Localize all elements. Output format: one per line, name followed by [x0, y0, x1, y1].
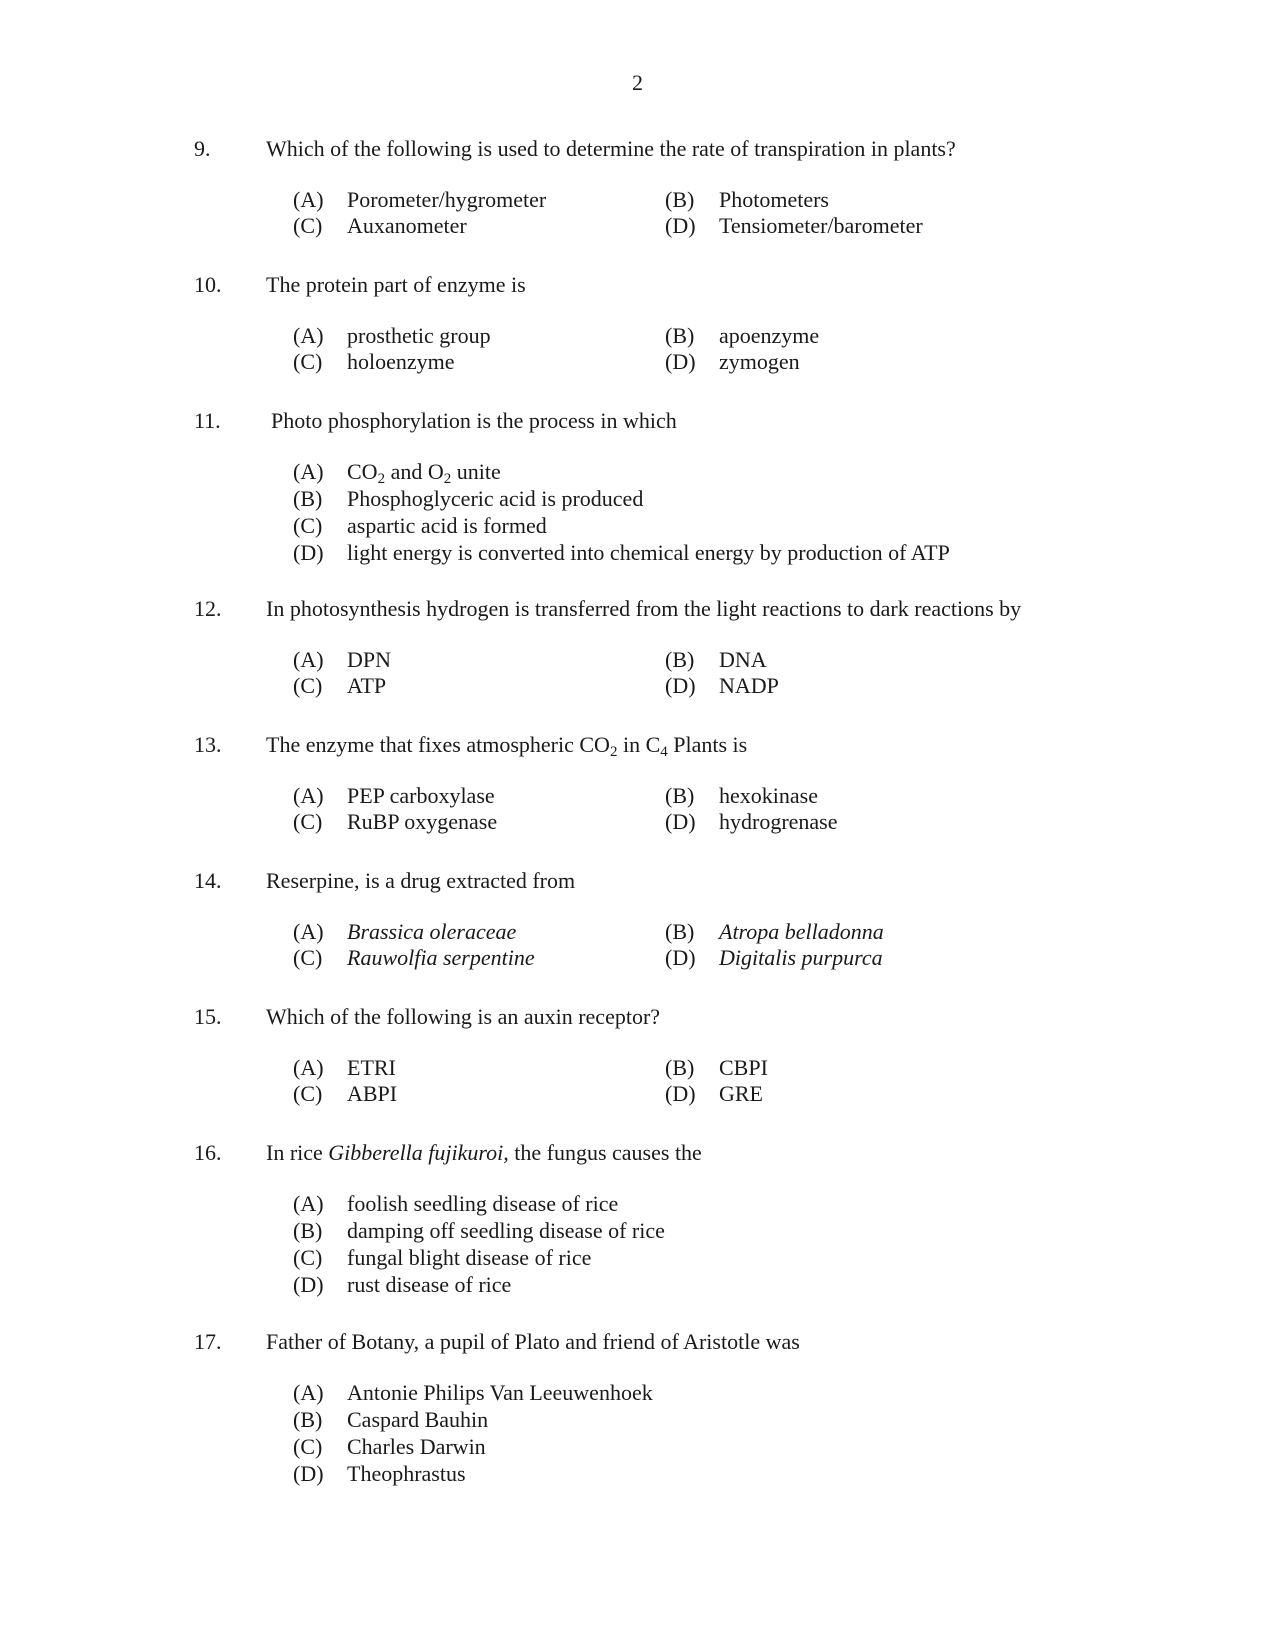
option-text: holoenzyme: [347, 349, 455, 374]
question-text: [266, 732, 747, 758]
option-label: (D): [665, 673, 696, 698]
option-label: (C): [293, 1245, 323, 1270]
option-text: Phosphoglyceric acid is produced: [347, 486, 644, 511]
option-text: Charles Darwin: [347, 1434, 486, 1459]
question-text-part: the fungus causes the: [508, 1140, 702, 1165]
option-label: (C): [293, 945, 323, 970]
option-text: ABPI: [347, 1081, 398, 1106]
option-text: rust disease of rice: [347, 1272, 512, 1297]
option-text: Antonie Philips Van Leeuwenhoek: [347, 1380, 653, 1405]
option-label: (D): [665, 945, 696, 970]
question-number: 11.: [194, 408, 221, 433]
question-number: 9.: [194, 136, 211, 161]
option-text: Auxanometer: [347, 213, 467, 238]
option-label: (C): [293, 513, 323, 538]
option-label: (B): [665, 1055, 695, 1080]
question-text-part: in C: [617, 732, 661, 757]
question-number: 13.: [194, 732, 222, 757]
question-text: Which of the following is used to determine the rate of transpiration in plants?: [266, 136, 956, 161]
option-text: Brassica oleraceae: [347, 919, 517, 944]
option-text-part: and O: [385, 459, 444, 484]
option-text: aspartic acid is formed: [347, 513, 547, 538]
option-text: Porometer/hygrometer: [347, 187, 547, 212]
question-text: Father of Botany, a pupil of Plato and friend of Aristotle was: [266, 1329, 800, 1354]
option-text: Rauwolfia serpentine: [347, 945, 535, 970]
option-label: (A): [293, 919, 324, 944]
option-label: (A): [293, 783, 324, 808]
option-label: (D): [293, 540, 324, 565]
option-label: (D): [665, 213, 696, 238]
option-label: (B): [665, 647, 695, 672]
option-text: NADP: [719, 673, 779, 698]
option-text: damping off seedling disease of rice: [347, 1218, 665, 1243]
option-label: (B): [665, 783, 695, 808]
option-text: fungal blight disease of rice: [347, 1245, 592, 1270]
question-text: [266, 1140, 702, 1166]
subscript: 2: [443, 471, 452, 487]
subscript: 2: [377, 471, 386, 487]
option-text: zymogen: [719, 349, 800, 374]
option-label: (A): [293, 1380, 324, 1405]
option-label: (A): [293, 323, 324, 348]
question-text: Reserpine, is a drug extracted from: [266, 868, 576, 893]
option-text: Digitalis purpurca: [719, 945, 883, 970]
question-number: 10.: [194, 272, 222, 297]
option-text: Photometers: [719, 187, 829, 212]
option-label: (B): [665, 919, 695, 944]
subscript: 2: [609, 744, 618, 760]
question-number: 15.: [194, 1004, 222, 1029]
option-text: Tensiometer/barometer: [719, 213, 923, 238]
option-text: Atropa belladonna: [719, 919, 884, 944]
option-label: (B): [665, 323, 695, 348]
question-text: In photosynthesis hydrogen is transferred from the light reactions to dark reactions by: [266, 596, 1022, 621]
question-text-part: In rice: [266, 1140, 329, 1165]
option-text: Theophrastus: [347, 1461, 466, 1486]
option-label: (D): [293, 1272, 324, 1297]
option-text: [347, 459, 501, 485]
option-label: (C): [293, 809, 323, 834]
option-text: hydrogrenase: [719, 809, 838, 834]
option-text: prosthetic group: [347, 323, 491, 348]
species-name: Gibberella fujikuroi,: [328, 1140, 509, 1165]
option-text: CBPI: [719, 1055, 768, 1080]
option-text: Caspard Bauhin: [347, 1407, 489, 1432]
option-text: light energy is converted into chemical energy by production of ATP: [347, 540, 950, 565]
option-text: DPN: [347, 647, 392, 672]
option-label: (B): [665, 187, 695, 212]
option-text-part: CO: [347, 459, 378, 484]
option-label: (A): [293, 1055, 324, 1080]
option-label: (C): [293, 349, 323, 374]
question-text-part: The enzyme that fixes atmospheric CO: [266, 732, 610, 757]
question-number: 16.: [194, 1140, 222, 1165]
question-number: 17.: [194, 1329, 222, 1354]
option-label: (C): [293, 213, 323, 238]
option-text: apoenzyme: [719, 323, 820, 348]
page-number: 2: [632, 70, 643, 95]
option-text: ATP: [347, 673, 387, 698]
question-text: Which of the following is an auxin receptor?: [266, 1004, 661, 1029]
option-label: (C): [293, 673, 323, 698]
option-text: foolish seedling disease of rice: [347, 1191, 619, 1216]
option-label: (A): [293, 647, 324, 672]
option-label: (B): [293, 1218, 323, 1243]
option-text: GRE: [719, 1081, 763, 1106]
question-text: Photo phosphorylation is the process in which: [271, 408, 677, 433]
option-text: hexokinase: [719, 783, 818, 808]
option-label: (D): [293, 1461, 324, 1486]
option-text: PEP carboxylase: [347, 783, 495, 808]
option-label: (D): [665, 1081, 696, 1106]
question-number: 12.: [194, 596, 222, 621]
option-label: (C): [293, 1434, 323, 1459]
question-text: The protein part of enzyme is: [266, 272, 526, 297]
option-label: (A): [293, 1191, 324, 1216]
question-number: 14.: [194, 868, 222, 893]
option-text: DNA: [719, 647, 767, 672]
option-text: ETRI: [347, 1055, 396, 1080]
subscript: 4: [660, 744, 668, 760]
question-text-part: Plants is: [667, 732, 748, 757]
option-label: (A): [293, 187, 324, 212]
option-label: (B): [293, 486, 323, 511]
option-label: (D): [665, 349, 696, 374]
option-label: (A): [293, 459, 324, 484]
option-label: (B): [293, 1407, 323, 1432]
option-label: (C): [293, 1081, 323, 1106]
option-text: RuBP oxygenase: [347, 809, 498, 834]
option-text-part: unite: [451, 459, 501, 484]
option-label: (D): [665, 809, 696, 834]
